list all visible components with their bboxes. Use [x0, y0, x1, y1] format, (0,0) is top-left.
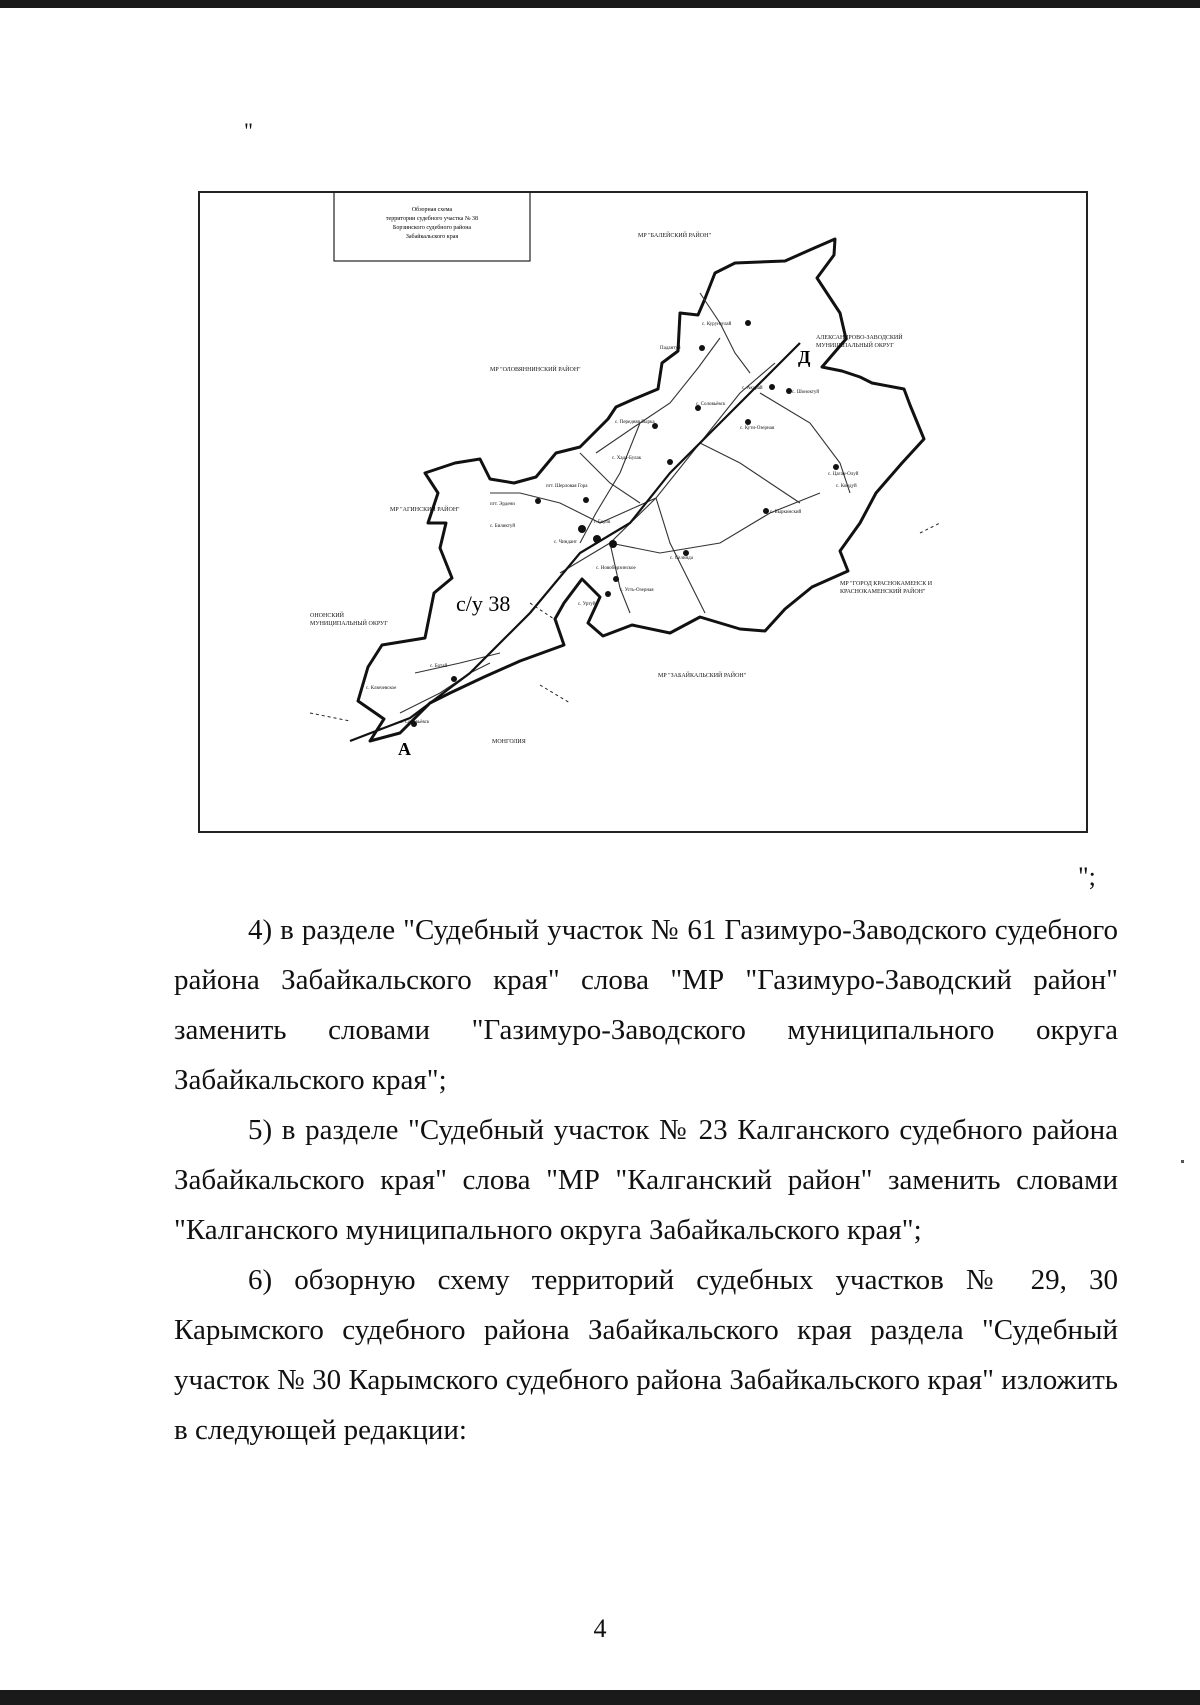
settlement-label: с. Кондуй: [836, 484, 857, 489]
bottom-scan-border: [0, 1690, 1200, 1705]
paragraph-item-5: [174, 1105, 1118, 1255]
settlement-label: с. Акурай: [742, 386, 763, 391]
paragraph-item-6: [174, 1255, 1118, 1455]
settlement-label: с. Кути-Озерная: [740, 426, 775, 431]
settlement-label: пгт. Эрдени: [490, 502, 515, 507]
region-label-aginsky: МР "АГИНСКИЙ РАЙОН": [390, 507, 460, 513]
region-label-krasnokamensk-2: КРАСНОКАМЕНСКИЙ РАЙОН": [840, 589, 926, 595]
legend-line-1: Обзорная схема: [411, 207, 453, 213]
paragraph-text: 5) в разделе "Судебный участок № 23 Калганского судебного района Забайкальского края" слова "МР "Калганский район" заменить словами "Калганского муниципального округа Забайкальского края";: [174, 1114, 1118, 1246]
page-number: 4: [593, 1614, 607, 1643]
settlement-label: с. Уртуй: [578, 602, 596, 607]
opening-quote: ": [244, 118, 253, 143]
settlement-label: с. Передняя Бырка: [615, 420, 655, 425]
settlement-label: с. Соловьёвск: [400, 720, 430, 725]
legend-line-2: территории судебного участка № 38: [385, 216, 479, 222]
region-label-krasnokamensk-1: МР "ГОРОД КРАСНОКАМЕНСК И: [840, 581, 933, 587]
region-label-baley: МР "БАЛЕЙСКИЙ РАЙОН": [638, 233, 711, 239]
settlement-label: с. Новоборзинское: [596, 566, 636, 571]
region-label-aleksandrovo-2: МУНИЦИПАЛЬНЫЙ ОКРУГ: [816, 343, 894, 349]
settlement-label: с. Чиндант: [554, 540, 577, 545]
settlement-label: пгт. Шерловая Гора: [546, 484, 588, 489]
settlement-label: г. Борзя: [594, 520, 611, 525]
plot-label: с/у 38: [456, 591, 511, 616]
settlement-label: с. Усть-Озерная: [620, 588, 654, 593]
road-network: [400, 293, 850, 713]
settlement-label: с. Селинда: [670, 556, 693, 561]
settlement-label: с. Ботай: [430, 664, 448, 669]
region-label-aleksandrovo-1: АЛЕКСАНДРОВО-ЗАВОДСКИЙ: [816, 335, 903, 341]
settlement-label: с. Курунзулай: [702, 322, 732, 327]
region-label-ononsky-1: ОНОНСКИЙ: [310, 613, 345, 619]
district-map: [198, 191, 1088, 833]
settlement-label: с. Цаган-Олуй: [828, 472, 859, 477]
settlement-label: Падантуй: [660, 346, 681, 351]
settlement-label: с. Биликтуй: [490, 524, 516, 529]
paragraph-text: 4) в разделе "Судебный участок № 61 Газимуро-Заводского судебного района Забайкальского края" слова "МР "Газимуро-Заводский район" заменить словами "Газимуро-Заводского муниципального округа Забайкальского края";: [174, 914, 1118, 1096]
closing-quote: ";: [1078, 862, 1096, 891]
boundary-leader-lines: [310, 523, 940, 721]
region-label-mongolia: МОНГОЛИЯ: [492, 739, 526, 745]
paragraph-item-4: [174, 905, 1118, 1105]
region-label-ononsky-2: МУНИЦИПАЛЬНЫЙ ОКРУГ: [310, 621, 388, 627]
point-a-label: А: [398, 739, 411, 759]
settlement-label: с. Шоноктуй: [792, 390, 820, 395]
region-label-olovyanninsky: МР "ОЛОВЯННИНСКИЙ РАЙОН": [490, 367, 581, 373]
settlement-label: с. Хада-Булак: [612, 456, 642, 461]
region-label-zabaikalsky: МР "ЗАБАЙКАЛЬСКИЙ РАЙОН": [658, 673, 747, 679]
legend-line-4: Забайкальского края: [405, 234, 459, 240]
paragraph-text: 6) обзорную схему территорий судебных участков № 29, 30 Карымского судебного района Забайкальского края раздела "Судебный участок № 30 Карымского судебного района Забайкальского края" изложить в следующей редакции:: [174, 1264, 1118, 1446]
top-scan-border: [0, 0, 1200, 8]
legend-line-3: Борзинского судебного района: [392, 225, 472, 231]
point-d-label: Д: [798, 347, 811, 367]
settlement-label: с. Соловьёвск: [696, 402, 726, 407]
map-drawing: [200, 193, 1086, 831]
settlement-label: с. Ключевское: [366, 686, 397, 691]
settlement-points: [411, 320, 839, 727]
scan-speck: [1181, 1160, 1184, 1163]
settlement-label: с. Быркинский: [770, 510, 802, 515]
